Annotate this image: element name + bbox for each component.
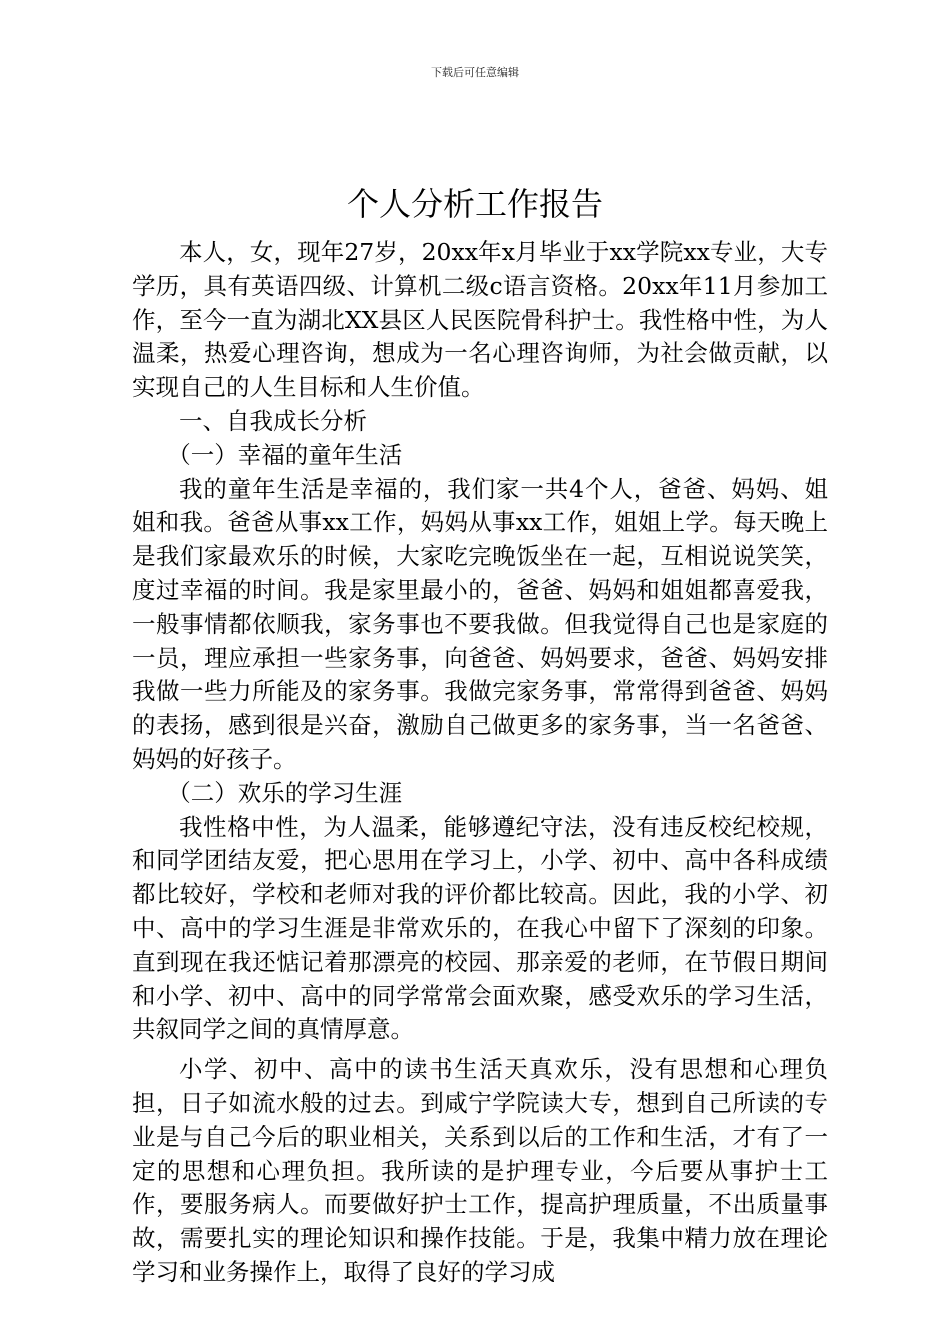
header-note: 下载后可任意编辑 <box>431 66 519 79</box>
school-paragraph-2: 小学、初中、高中的读书生活天真欢乐，没有思想和心理负担，日子如流水般的过去。到咸宁学院读大专，想到自己所读的专业是与自己今后的职业相关，关系到以后的工作和生活，才有了一定的思想和心理负担。我所读的是护理专业，今后要从事护士工作，要服务病人。而要做好护士工作，提高护理质量，不出质量事故，需要扎实的理论知识和操作技能。于是，我集中精力放在理论学习和业务操作上，取得了良好的学习成 <box>132 1055 828 1286</box>
document-body <box>132 236 828 1290</box>
subsection-heading-childhood: （一）幸福的童年生活 <box>167 440 403 469</box>
section-heading-self-growth: 一、自我成长分析 <box>179 406 367 435</box>
intro-paragraph: 本人，女，现年27岁，20xx年x月毕业于xx学院xx专业，大专学历，具有英语四级、计算机二级c语言资格。20xx年11月参加工作，至今一直为湖北XX县区人民医院骨科护士。我性格中性，为人温柔，热爱心理咨询，想成为一名心理咨询师，为社会做贡献，以实现自己的人生目标和人生价值。 <box>132 238 828 402</box>
document-title: 个人分析工作报告 <box>346 185 603 223</box>
school-paragraph-1: 我性格中性，为人温柔，能够遵纪守法，没有违反校纪校规，和同学团结友爱，把心思用在学习上，小学、初中、高中各科成绩都比较好，学校和老师对我的评价都比较高。因此，我的小学、初中、高中的学习生涯是非常欢乐的，在我心中留下了深刻的印象。直到现在我还惦记着那漂亮的校园、那亲爱的老师，在节假日期间和小学、初中、高中的同学常常会面欢聚，感受欢乐的学习生活，共叙同学之间的真情厚意。 <box>132 812 828 1044</box>
subsection-heading-school: （二）欢乐的学习生涯 <box>167 778 403 807</box>
childhood-paragraph: 我的童年生活是幸福的，我们家一共4个人，爸爸、妈妈、姐姐和我。爸爸从事xx工作，妈妈从事xx工作，姐姐上学。每天晚上是我们家最欢乐的时候，大家吃完晚饭坐在一起，互相说说笑笑，度过幸福的时间。我是家里最小的，爸爸、妈妈和姐姐都喜爱我，一般事情都依顺我，家务事也不要我做。但我觉得自己也是家庭的一员，理应承担一些家务事，向爸爸、妈妈要求，爸爸、妈妈安排我做一些力所能及的家务事。我做完家务事，常常得到爸爸、妈妈的表扬，感到很是兴奋，激励自己做更多的家务事，当一名爸爸、妈妈的好孩子。 <box>132 474 828 773</box>
